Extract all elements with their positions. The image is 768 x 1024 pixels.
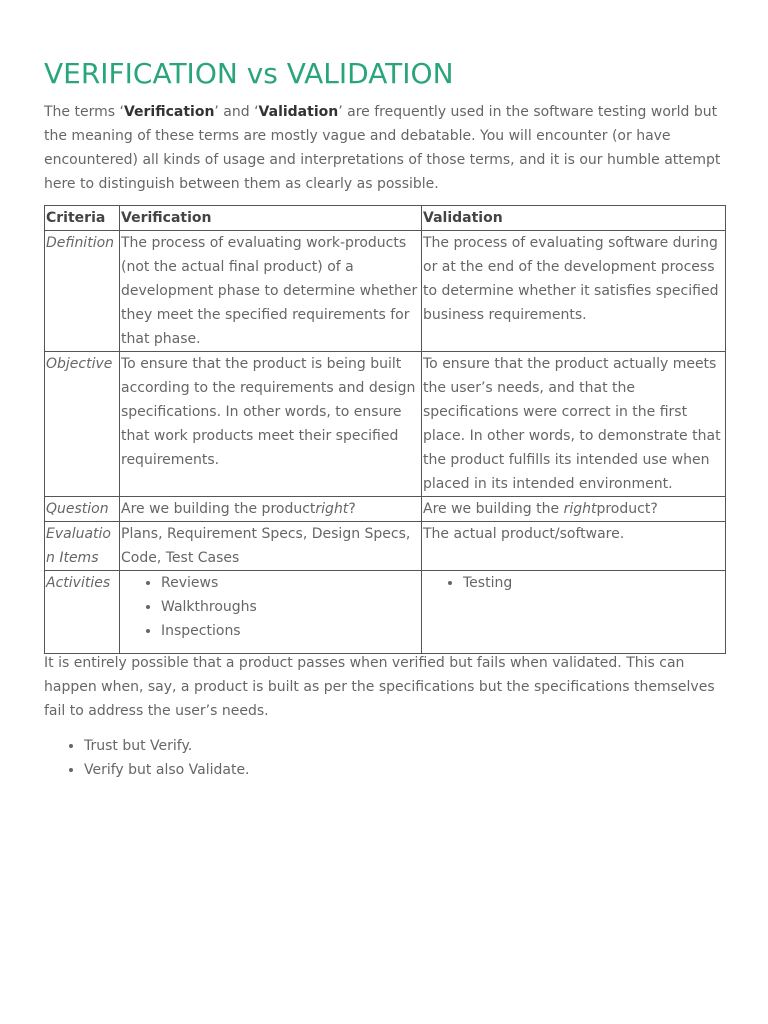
- validation-question: [422, 497, 726, 522]
- table-header-row: [45, 206, 726, 231]
- table-row-objective: [45, 352, 726, 497]
- verification-activities: [120, 571, 422, 654]
- table-row-evaluation-items: [45, 522, 726, 571]
- table-row-definition: [45, 231, 726, 352]
- list-item: • Reviews: [161, 571, 421, 595]
- verification-question-text: Are we building the product: [121, 501, 316, 517]
- intro-text-1: The terms ‘: [44, 104, 124, 120]
- validation-activities: [422, 571, 726, 654]
- validation-definition: The process of evaluating software during or at the end of the development process to determine whether it satisfies specified business requirements.: [422, 231, 726, 352]
- criteria-objective: Objective: [45, 352, 120, 497]
- table-row-activities: [45, 571, 726, 654]
- list-item: • Verify but also Validate.: [84, 758, 250, 782]
- criteria-activities: Activities: [45, 571, 120, 654]
- validation-evaluation-items: The actual product/software.: [422, 522, 726, 571]
- intro-paragraph: [44, 100, 734, 196]
- header-validation: Validation: [422, 206, 726, 231]
- table-row-question: [45, 497, 726, 522]
- validation-objective: To ensure that the product actually meets the user’s needs, and that the specifications were correct in the first place. In other words, to demonstrate that the product fulfills its intended use when placed in its intended environment.: [422, 352, 726, 497]
- list-item: • Inspections: [161, 619, 421, 643]
- header-verification: Verification: [120, 206, 422, 231]
- comparison-table: [44, 205, 726, 654]
- conclusion-paragraph: It is entirely possible that a product passes when verified but fails when validated. This can happen when, say, a product is built as per the specifications but the specifications themselves fail to address the user’s needs.: [44, 655, 715, 719]
- intro-text-2: ’ and ‘: [214, 104, 259, 120]
- list-item: • Walkthroughs: [161, 595, 421, 619]
- intro-term-validation: Validation: [258, 104, 339, 120]
- criteria-evaluation-items: Evaluation Items: [45, 522, 120, 571]
- summary-list: [44, 734, 250, 782]
- list-item: • Testing: [463, 571, 725, 595]
- intro-text-3: ’ are frequently used in the software testing world but the meaning of these terms are mostly vague and debatable. You will encounter (or have encountered) all kinds of usage and interpretations of those terms, and it is our humble attempt here to distinguish between them as clearly as possible.: [44, 104, 721, 192]
- header-criteria: Criteria: [45, 206, 120, 231]
- validation-question-end: product?: [596, 501, 658, 517]
- criteria-question: Question: [45, 497, 120, 522]
- verification-evaluation-items: Plans, Requirement Specs, Design Specs, Code, Test Cases: [120, 522, 422, 571]
- verification-question-end: ?: [348, 501, 356, 517]
- page-title: VERIFICATION vs VALIDATION: [44, 57, 454, 90]
- verification-definition: The process of evaluating work-products (not the actual final product) of a development phase to determine whether they meet the specified requirements for that phase.: [120, 231, 422, 352]
- verification-question-emphasis: right: [315, 501, 349, 517]
- verification-question: [120, 497, 422, 522]
- validation-question-emphasis: right: [563, 501, 597, 517]
- verification-activities-list: [121, 571, 421, 643]
- list-item: • Trust but Verify.: [84, 734, 250, 758]
- criteria-definition: Definition: [45, 231, 120, 352]
- validation-question-text: Are we building the: [423, 501, 564, 517]
- validation-activities-list: [423, 571, 725, 595]
- verification-objective: To ensure that the product is being built according to the requirements and design specifications. In other words, to ensure that work products meet their specified requirements.: [120, 352, 422, 497]
- intro-term-verification: Verification: [123, 104, 215, 120]
